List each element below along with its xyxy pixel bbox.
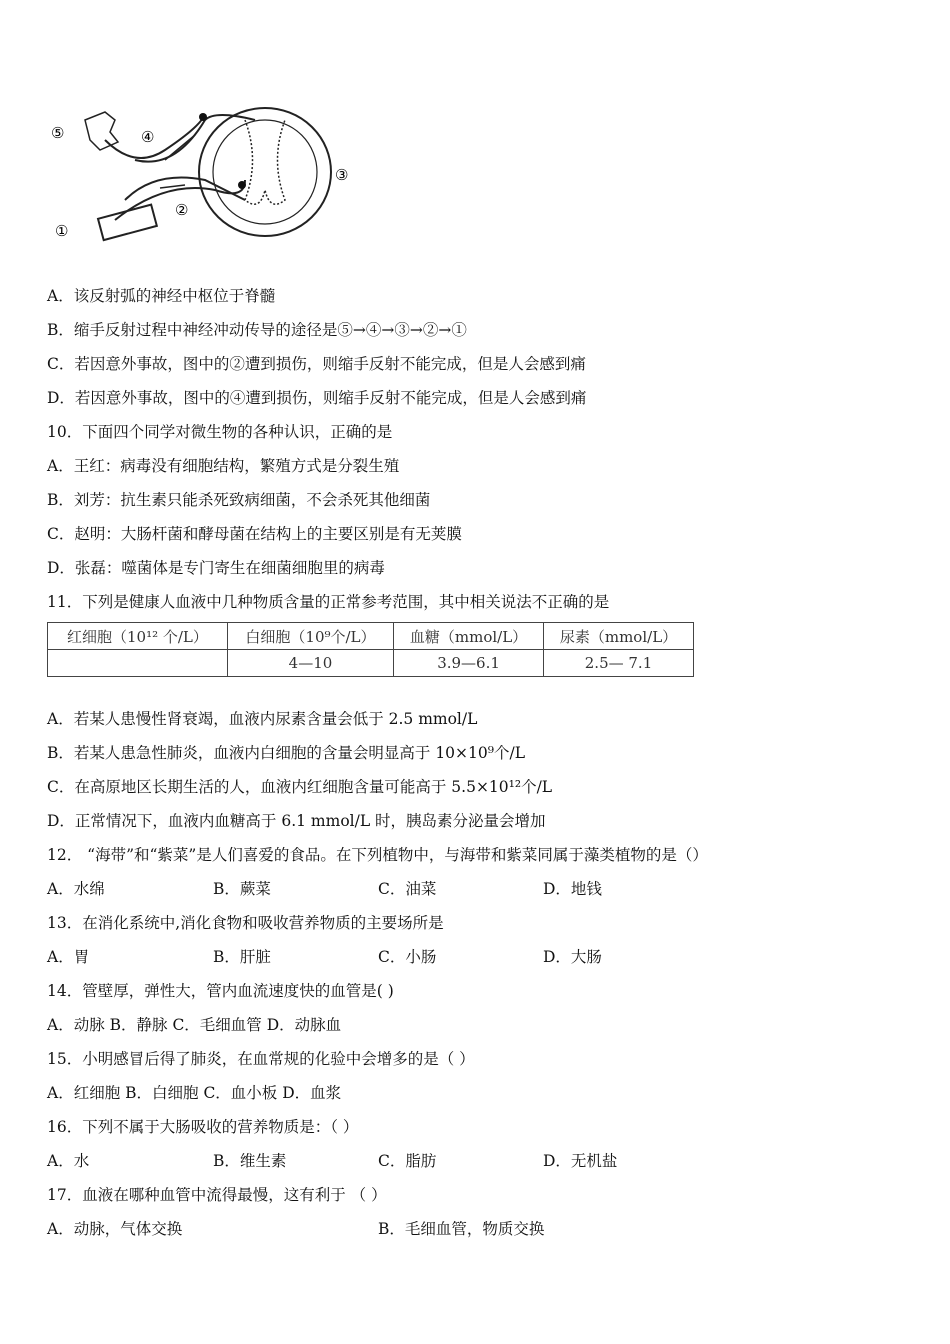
cell-glucose: 3.9—6.1 [394, 650, 544, 677]
q14-options: A．动脉 B．静脉 C．毛细血管 D．动脉血 [47, 1016, 342, 1034]
cell-wbc: 4—10 [227, 650, 393, 677]
q9-option-d: D．若因意外事故，图中的④遭到损伤，则缩手反射不能完成，但是人会感到痛 [47, 389, 587, 407]
q10-option-b: B．刘芳：抗生素只能杀死致病细菌，不会杀死其他细菌 [47, 491, 431, 509]
q16-option-a: A．水 [47, 1152, 90, 1170]
q13-option-d: D．大肠 [543, 948, 602, 966]
q13-stem: 13．在消化系统中,消化食物和吸收营养物质的主要场所是 [47, 914, 444, 932]
header-urea: 尿素（mmol/L） [544, 623, 694, 650]
label-4: ④ [141, 128, 155, 146]
q9-option-c: C．若因意外事故，图中的②遭到损伤，则缩手反射不能完成，但是人会感到痛 [47, 355, 586, 373]
q16-option-d: D．无机盐 [543, 1152, 618, 1170]
cell-urea: 2.5— 7.1 [544, 650, 694, 677]
cell-rbc [48, 650, 228, 677]
q14-stem: 14．管壁厚，弹性大，管内血流速度快的血管是( ) [47, 982, 394, 1000]
q11-option-d: D．正常情况下，血液内血糖高于 6.1 mmol/L 时，胰岛素分泌量会增加 [47, 812, 546, 830]
q10-stem: 10．下面四个同学对微生物的各种认识，正确的是 [47, 423, 393, 441]
q13-option-b: B．肝脏 [213, 948, 271, 966]
label-1: ① [55, 222, 69, 240]
q9-option-a: A．该反射弧的神经中枢位于脊髓 [47, 287, 276, 305]
q12-option-d: D．地钱 [543, 880, 602, 898]
q11-option-c: C．在高原地区长期生活的人，血液内红细胞含量可能高于 5.5×10¹²个/L [47, 778, 553, 796]
header-rbc: 红细胞（10¹² 个/L） [48, 623, 228, 650]
header-glucose: 血糖（mmol/L） [394, 623, 544, 650]
q9-option-b: B．缩手反射过程中神经冲动传导的途径是⑤→④→③→②→① [47, 321, 467, 339]
label-5: ⑤ [51, 124, 65, 142]
label-2: ② [175, 201, 189, 219]
label-3: ③ [335, 166, 349, 184]
q17-option-a: A．动脉，气体交换 [47, 1220, 183, 1238]
q15-options: A．红细胞 B．白细胞 C．血小板 D．血浆 [47, 1084, 342, 1102]
blood-reference-table [47, 622, 694, 677]
q10-option-a: A．王红：病毒没有细胞结构，繁殖方式是分裂生殖 [47, 457, 400, 475]
header-wbc: 白细胞（10⁹个/L） [227, 623, 393, 650]
q13-option-a: A．胃 [47, 948, 90, 966]
reflex-arc-figure [45, 100, 365, 250]
q17-stem: 17．血液在哪种血管中流得最慢，这有利于 （ ） [47, 1186, 387, 1204]
q17-option-b: B．毛细血管，物质交换 [378, 1220, 545, 1238]
q16-option-c: C．脂肪 [378, 1152, 437, 1170]
q15-stem: 15．小明感冒后得了肺炎，在血常规的化验中会增多的是（ ） [47, 1050, 475, 1068]
q16-stem: 16．下列不属于大肠吸收的营养物质是：（ ） [47, 1118, 359, 1136]
q10-option-c: C．赵明：大肠杆菌和酵母菌在结构上的主要区别是有无荚膜 [47, 525, 462, 543]
q16-option-b: B．维生素 [213, 1152, 287, 1170]
q12-stem: 12． “海带”和“紫菜”是人们喜爱的食品。在下列植物中，与海带和紫菜同属于藻类植物的是（） [47, 846, 708, 864]
q12-option-c: C．油菜 [378, 880, 437, 898]
q13-option-c: C．小肠 [378, 948, 437, 966]
q10-option-d: D．张磊：噬菌体是专门寄生在细菌细胞里的病毒 [47, 559, 385, 577]
q11-option-b: B．若某人患急性肺炎，血液内白细胞的含量会明显高于 10×10⁹个/L [47, 744, 525, 762]
q11-stem: 11．下列是健康人血液中几种物质含量的正常参考范围，其中相关说法不正确的是 [47, 593, 610, 611]
q11-option-a: A．若某人患慢性肾衰竭，血液内尿素含量会低于 2.5 mmol/L [47, 710, 478, 728]
q12-option-b: B．蕨菜 [213, 880, 271, 898]
q12-option-a: A．水绵 [47, 880, 105, 898]
